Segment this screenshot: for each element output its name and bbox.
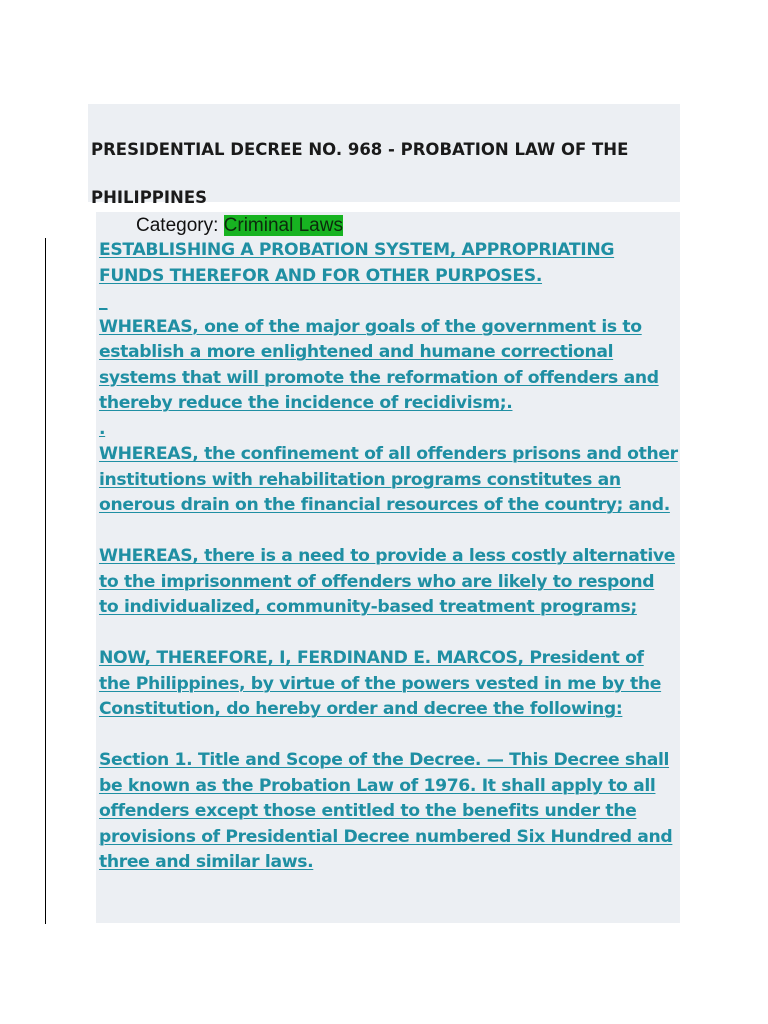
category-label: Category:: [136, 215, 219, 236]
left-margin-rule: [45, 238, 46, 924]
category-line: [136, 214, 343, 238]
separator-link-1[interactable]: _: [99, 291, 108, 311]
decree-heading-link[interactable]: ESTABLISHING A PROBATION SYSTEM, APPROPRIATING FUNDS THEREFOR AND FOR OTHER PURPOSES.: [99, 240, 615, 286]
title-panel: [88, 104, 680, 207]
category-tag-link[interactable]: Criminal Laws: [223, 215, 343, 236]
now-therefore-clause-link[interactable]: NOW, THEREFORE, I, FERDINAND E. MARCOS, President of the Philippines, by virtue of the powers vested in me by the Constitution, do hereby order and decree the following:: [99, 648, 662, 719]
document-title: PRESIDENTIAL DECREE NO. 968 - PROBATION LAW OF THE PHILIPPINES: [91, 140, 629, 207]
whereas-clause-3-link[interactable]: WHEREAS, there is a need to provide a less costly alternative to the imprisonment of offenders who are likely to respond to individualized, community-based treatment programs;: [99, 546, 676, 617]
decree-body: [99, 238, 679, 876]
whereas-clause-1-link[interactable]: WHEREAS, one of the major goals of the government is to establish a more enlightened and humane correctional systems that will promote the reformation of offenders and thereby reduce the incidence of recidivism;.: [99, 316, 659, 413]
section-1-link[interactable]: Section 1. Title and Scope of the Decree. — This Decree shall be known as the Probation Law of 1976. It shall apply to all offenders except those entitled to the benefits under the provisions of Presidential Decree numbered Six Hundred and three and similar laws.: [99, 750, 673, 872]
whereas-clause-2-link[interactable]: WHEREAS, the confinement of all offenders prisons and other institutions with rehabilitation programs constitutes an onerous drain on the financial resources of the country; and.: [99, 444, 678, 515]
separator-link-2[interactable]: .: [99, 418, 106, 439]
